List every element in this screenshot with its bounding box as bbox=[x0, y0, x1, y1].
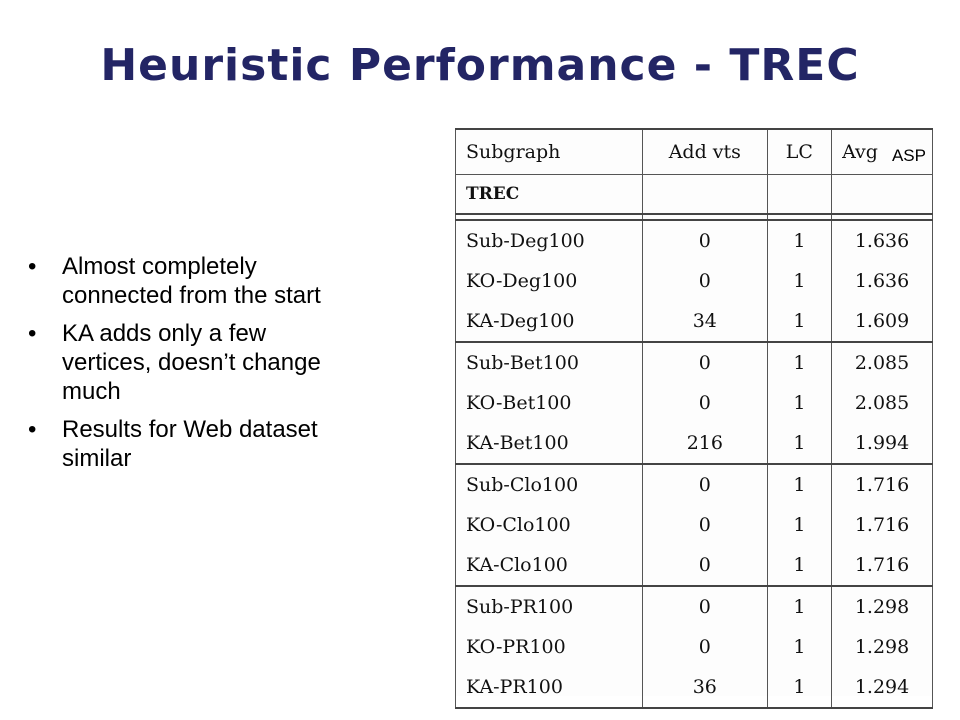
cell-add-vts: 0 bbox=[642, 586, 767, 627]
table-row bbox=[456, 627, 933, 667]
cell-avg: 1.994 bbox=[832, 423, 933, 464]
cell-lc: 1 bbox=[767, 383, 831, 423]
cell-add-vts: 0 bbox=[642, 261, 767, 301]
cell-lc: 1 bbox=[767, 545, 831, 586]
table-header-row bbox=[456, 129, 933, 175]
cell-subgraph: KO-PR100 bbox=[456, 627, 643, 667]
cell-subgraph: Sub-Clo100 bbox=[456, 464, 643, 505]
cell-avg: 1.716 bbox=[832, 464, 933, 505]
header-asp-overlay: ASP bbox=[891, 146, 926, 165]
cell-subgraph: KA-Clo100 bbox=[456, 545, 643, 586]
table-row bbox=[456, 383, 933, 423]
dataset-label: TREC bbox=[456, 175, 643, 215]
cell-subgraph: Sub-Bet100 bbox=[456, 342, 643, 383]
empty-cell bbox=[642, 175, 767, 215]
cell-add-vts: 0 bbox=[642, 545, 767, 586]
cell-avg: 1.609 bbox=[832, 301, 933, 342]
table-row bbox=[456, 586, 933, 627]
bullet-item bbox=[28, 319, 358, 406]
cell-subgraph: KA-PR100 bbox=[456, 667, 643, 708]
table-row bbox=[456, 505, 933, 545]
cell-lc: 1 bbox=[767, 505, 831, 545]
cell-lc: 1 bbox=[767, 220, 831, 261]
cell-add-vts: 0 bbox=[642, 627, 767, 667]
cell-add-vts: 34 bbox=[642, 301, 767, 342]
cell-subgraph: KO-Clo100 bbox=[456, 505, 643, 545]
cell-lc: 1 bbox=[767, 261, 831, 301]
table-row bbox=[456, 667, 933, 708]
empty-cell bbox=[767, 175, 831, 215]
bullet-item bbox=[28, 415, 358, 473]
cell-avg: 1.298 bbox=[832, 586, 933, 627]
cell-lc: 1 bbox=[767, 627, 831, 667]
cell-avg: 1.294 bbox=[832, 667, 933, 708]
cell-subgraph: KA-Deg100 bbox=[456, 301, 643, 342]
cell-avg: 1.716 bbox=[832, 545, 933, 586]
bullet-marker: • bbox=[28, 253, 37, 280]
cell-avg: 1.636 bbox=[832, 261, 933, 301]
cell-add-vts: 0 bbox=[642, 464, 767, 505]
table-row bbox=[456, 423, 933, 464]
results-table bbox=[455, 128, 933, 709]
cell-lc: 1 bbox=[767, 301, 831, 342]
bullet-text: Results for Web dataset similar bbox=[62, 416, 318, 472]
bullet-item bbox=[28, 252, 358, 310]
cell-avg: 2.085 bbox=[832, 383, 933, 423]
cell-add-vts: 0 bbox=[642, 220, 767, 261]
bullet-marker: • bbox=[28, 416, 37, 443]
cell-subgraph: KO-Bet100 bbox=[456, 383, 643, 423]
table-row bbox=[456, 261, 933, 301]
table-row bbox=[456, 220, 933, 261]
cell-lc: 1 bbox=[767, 423, 831, 464]
results-table-image bbox=[455, 128, 933, 696]
cell-lc: 1 bbox=[767, 342, 831, 383]
bullet-text: Almost completely connected from the start bbox=[62, 253, 321, 309]
cell-subgraph: Sub-PR100 bbox=[456, 586, 643, 627]
cell-avg: 1.298 bbox=[832, 627, 933, 667]
bullet-marker: • bbox=[28, 320, 37, 347]
cell-lc: 1 bbox=[767, 586, 831, 627]
table-row bbox=[456, 545, 933, 586]
table-row bbox=[456, 464, 933, 505]
cell-add-vts: 0 bbox=[642, 342, 767, 383]
cell-add-vts: 36 bbox=[642, 667, 767, 708]
cell-avg: 2.085 bbox=[832, 342, 933, 383]
cell-avg: 1.636 bbox=[832, 220, 933, 261]
cell-lc: 1 bbox=[767, 464, 831, 505]
table-row bbox=[456, 342, 933, 383]
dataset-row bbox=[456, 175, 933, 215]
header-avg bbox=[832, 129, 933, 175]
slide-title: Heuristic Performance - TREC bbox=[100, 40, 860, 91]
header-lc: LC bbox=[767, 129, 831, 175]
table-row bbox=[456, 301, 933, 342]
cell-add-vts: 216 bbox=[642, 423, 767, 464]
cell-avg: 1.716 bbox=[832, 505, 933, 545]
header-avg-label: Avg bbox=[842, 141, 878, 163]
cell-add-vts: 0 bbox=[642, 505, 767, 545]
header-add-vts: Add vts bbox=[642, 129, 767, 175]
header-subgraph: Subgraph bbox=[456, 129, 643, 175]
cell-subgraph: KA-Bet100 bbox=[456, 423, 643, 464]
cell-lc: 1 bbox=[767, 667, 831, 708]
bullet-text: KA adds only a few vertices, doesn’t change much bbox=[62, 320, 321, 405]
bullet-list bbox=[28, 252, 358, 482]
cell-add-vts: 0 bbox=[642, 383, 767, 423]
empty-cell bbox=[832, 175, 933, 215]
cell-subgraph: Sub-Deg100 bbox=[456, 220, 643, 261]
cell-subgraph: KO-Deg100 bbox=[456, 261, 643, 301]
